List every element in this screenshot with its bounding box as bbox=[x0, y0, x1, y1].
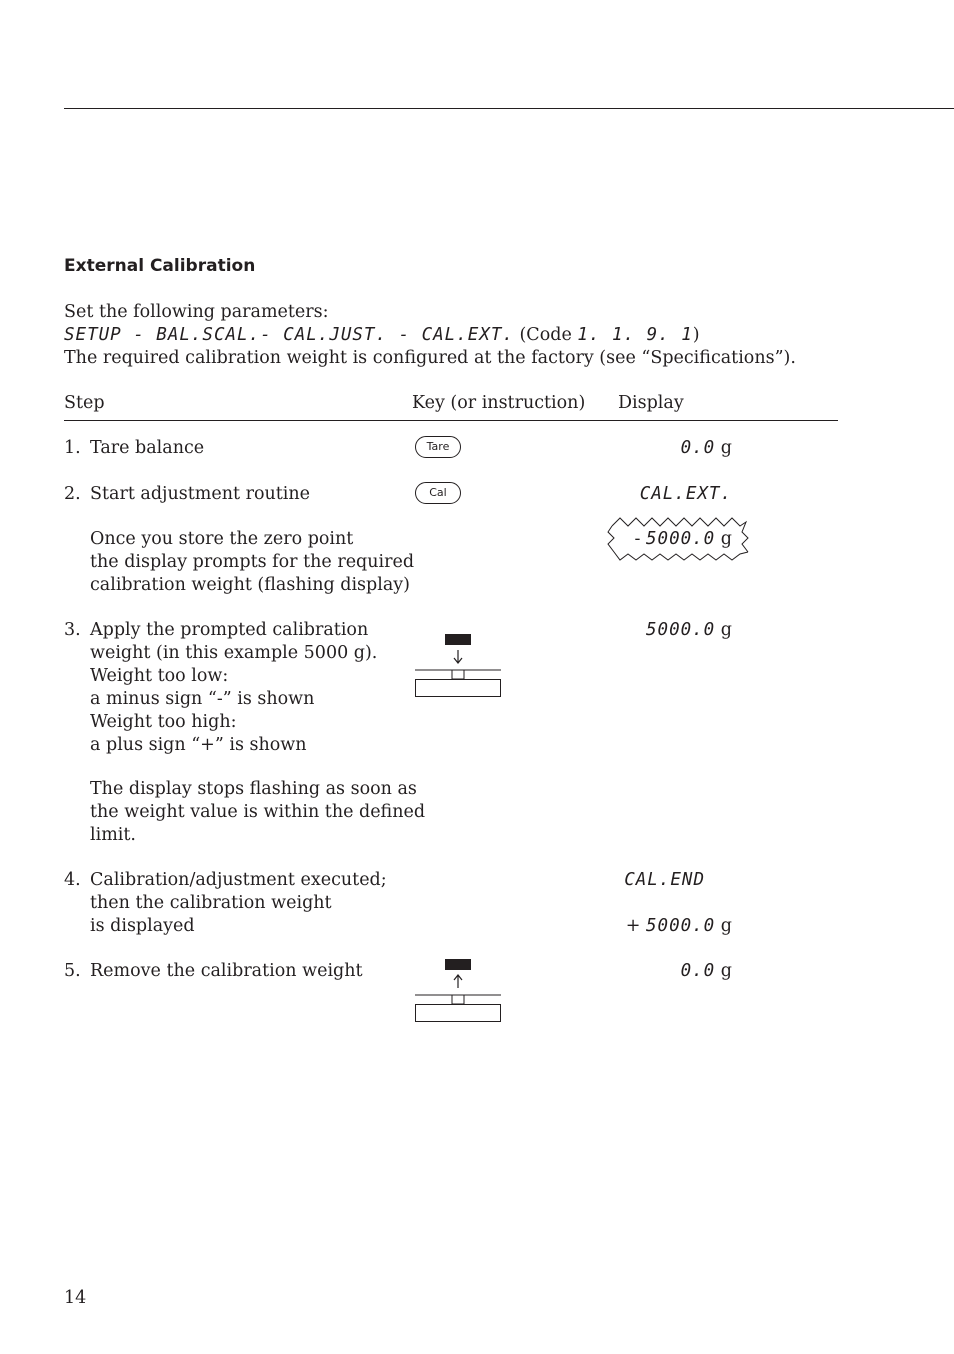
step-2-number: 2. bbox=[64, 484, 81, 504]
step-3-subline: The display stops flashing as soon as bbox=[90, 779, 417, 799]
step-3-display bbox=[646, 619, 732, 642]
step-3-number: 3. bbox=[64, 620, 81, 640]
step-5-number: 5. bbox=[64, 961, 81, 981]
step-1-display bbox=[681, 437, 732, 460]
code-suffix: ) bbox=[692, 325, 700, 345]
step-1-line: Tare balance bbox=[90, 438, 205, 458]
display-sign: + bbox=[625, 916, 641, 936]
display-unit: g bbox=[720, 961, 732, 981]
step-2-flash-display bbox=[635, 528, 733, 551]
top-rule bbox=[64, 108, 954, 109]
parameter-path: SETUP - BAL.SCAL.- CAL.JUST. - CAL.EXT. bbox=[64, 325, 514, 345]
intro-params-line bbox=[64, 324, 700, 347]
step-3-subline: the weight value is within the defined bbox=[90, 802, 426, 822]
step-5-text bbox=[90, 960, 363, 983]
section-heading: External Calibration bbox=[64, 256, 256, 276]
step-2-line: Start adjustment routine bbox=[90, 484, 311, 504]
step-3-line: weight (in this example 5000 g). bbox=[90, 643, 378, 663]
step-2-subline: Once you store the zero point bbox=[90, 529, 354, 549]
display-value: CAL.EXT. bbox=[639, 484, 732, 504]
header-step: Step bbox=[64, 393, 105, 413]
display-unit: g bbox=[720, 916, 732, 936]
step-2-subtext bbox=[90, 528, 414, 597]
tare-key[interactable]: Tare bbox=[415, 436, 461, 458]
display-unit: g bbox=[720, 529, 732, 549]
step-3-line: Weight too high: bbox=[90, 712, 237, 732]
scale-weight-up-icon bbox=[413, 955, 503, 1025]
step-2-subline: the display prompts for the required bbox=[90, 552, 415, 572]
step-4-display-2 bbox=[626, 915, 732, 938]
step-3-subtext bbox=[90, 778, 425, 847]
step-4-text bbox=[90, 869, 387, 938]
code-prefix: (Code bbox=[519, 325, 572, 345]
header-rule bbox=[64, 420, 838, 421]
display-unit: g bbox=[720, 438, 732, 458]
step-3-text bbox=[90, 619, 377, 757]
step-4-line: Calibration/adjustment executed; bbox=[90, 870, 387, 890]
display-sign: - bbox=[634, 529, 641, 549]
step-1-text bbox=[90, 437, 204, 460]
display-value: 0.0 bbox=[680, 961, 716, 981]
step-5-line: Remove the calibration weight bbox=[90, 961, 363, 981]
display-value: 5000.0 bbox=[646, 620, 716, 640]
step-4-line: is displayed bbox=[90, 916, 195, 936]
step-4-display bbox=[624, 869, 705, 892]
display-value: CAL.END bbox=[624, 870, 705, 890]
step-2-text bbox=[90, 483, 310, 506]
step-2-subline: calibration weight (flashing display) bbox=[90, 575, 410, 595]
display-unit: g bbox=[720, 620, 732, 640]
intro-line-1: Set the following parameters: bbox=[64, 302, 329, 322]
page-number: 14 bbox=[64, 1288, 87, 1308]
scale-weight-down-icon bbox=[413, 630, 503, 700]
header-key: Key (or instruction) bbox=[412, 393, 586, 413]
step-4-line: then the calibration weight bbox=[90, 893, 332, 913]
step-5-display bbox=[681, 960, 732, 983]
cal-key[interactable]: Cal bbox=[415, 482, 461, 504]
step-3-line: Apply the prompted calibration bbox=[90, 620, 369, 640]
step-3-line: Weight too low: bbox=[90, 666, 229, 686]
display-value: 5000.0 bbox=[646, 529, 716, 549]
header-display: Display bbox=[618, 393, 684, 413]
step-1-number: 1. bbox=[64, 438, 81, 458]
code-value: 1. 1. 9. 1 bbox=[577, 325, 693, 345]
step-4-number: 4. bbox=[64, 870, 81, 890]
intro-line-3: The required calibration weight is configured at the factory (see “Specifications”). bbox=[64, 348, 796, 368]
display-value: 0.0 bbox=[680, 438, 716, 458]
step-2-display bbox=[640, 483, 732, 506]
display-value: 5000.0 bbox=[646, 916, 716, 936]
step-3-subline: limit. bbox=[90, 825, 136, 845]
step-3-line: a plus sign “+” is shown bbox=[90, 735, 307, 755]
step-3-line: a minus sign “-” is shown bbox=[90, 689, 315, 709]
